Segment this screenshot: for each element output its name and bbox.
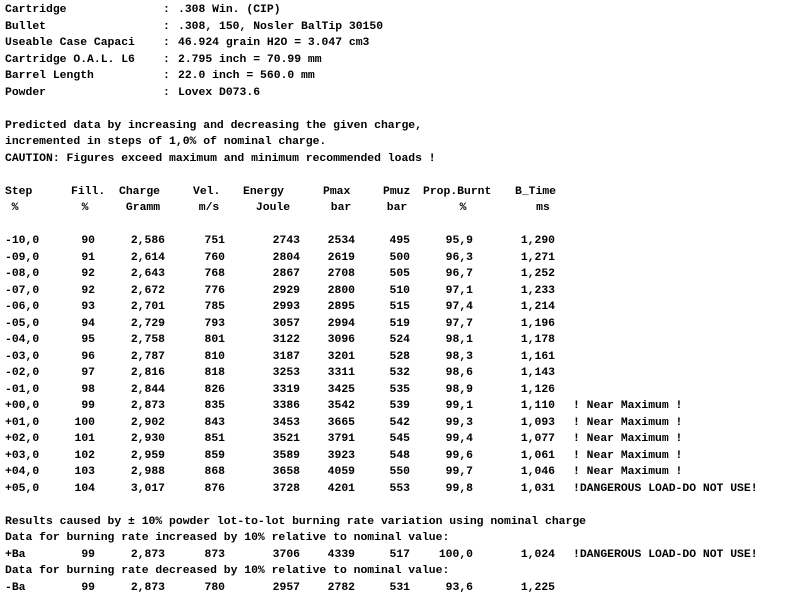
header-value: .308, 150, Nosler BalTip 30150 xyxy=(178,19,383,36)
cell-b-time: 1,271 xyxy=(521,250,555,267)
cell-note: !DANGEROUS LOAD-DO NOT USE! xyxy=(573,547,758,564)
cell-fill: 101 xyxy=(74,431,95,448)
cell-prop-burnt: 99,6 xyxy=(446,448,473,465)
cell-fill: 91 xyxy=(81,250,95,267)
cell-prop-burnt: 97,4 xyxy=(446,299,473,316)
cell-pmax: 4059 xyxy=(328,464,355,481)
cell-pmax: 3791 xyxy=(328,431,355,448)
cell-b-time: 1,161 xyxy=(521,349,555,366)
cell-charge: 2,758 xyxy=(131,332,165,349)
cell-pmuz: 535 xyxy=(389,382,410,399)
column-unit-b-time: ms xyxy=(536,200,550,217)
column-header-pmax: Pmax xyxy=(323,184,350,201)
column-unit-pmuz: bar xyxy=(387,200,408,217)
cell-pmax: 2895 xyxy=(328,299,355,316)
table-row xyxy=(5,250,797,267)
cell-b-time: 1,024 xyxy=(521,547,555,564)
table-body xyxy=(5,233,797,497)
cell-prop-burnt: 100,0 xyxy=(439,547,473,564)
cell-pmax: 3665 xyxy=(328,415,355,432)
cell-note: ! Near Maximum ! xyxy=(573,398,682,415)
cell-b-time: 1,143 xyxy=(521,365,555,382)
header-value: .308 Win. (CIP) xyxy=(178,2,281,19)
cell-step: +04,0 xyxy=(5,464,39,481)
cell-energy: 3187 xyxy=(273,349,300,366)
header-value: 2.795 inch = 70.99 mm xyxy=(178,52,322,69)
cell-energy: 2743 xyxy=(273,233,300,250)
cell-energy: 2929 xyxy=(273,283,300,300)
cell-step: +03,0 xyxy=(5,448,39,465)
table-row xyxy=(5,316,797,333)
cell-charge: 3,017 xyxy=(131,481,165,498)
cell-step: -Ba xyxy=(5,580,26,596)
cell-energy: 2957 xyxy=(273,580,300,596)
cell-pmax: 2534 xyxy=(328,233,355,250)
intro-line: incremented in steps of 1,0% of nominal charge. xyxy=(5,134,797,151)
cell-pmuz: 515 xyxy=(389,299,410,316)
cell-b-time: 1,196 xyxy=(521,316,555,333)
cell-energy: 3589 xyxy=(273,448,300,465)
cell-pmax: 2619 xyxy=(328,250,355,267)
cell-prop-burnt: 96,3 xyxy=(446,250,473,267)
cell-pmuz: 528 xyxy=(389,349,410,366)
column-header-fill: Fill. xyxy=(71,184,105,201)
cell-vel: 873 xyxy=(204,547,225,564)
decreased-label: Data for burning rate decreased by 10% relative to nominal value: xyxy=(5,563,797,580)
cell-energy: 3658 xyxy=(273,464,300,481)
cell-step: -05,0 xyxy=(5,316,39,333)
cell-step: +Ba xyxy=(5,547,26,564)
cell-charge: 2,873 xyxy=(131,547,165,564)
cell-pmax: 3923 xyxy=(328,448,355,465)
cell-charge: 2,586 xyxy=(131,233,165,250)
cell-vel: 826 xyxy=(204,382,225,399)
intro-line: Predicted data by increasing and decreasing the given charge, xyxy=(5,118,797,135)
cell-step: -08,0 xyxy=(5,266,39,283)
cell-prop-burnt: 99,4 xyxy=(446,431,473,448)
cell-prop-burnt: 98,6 xyxy=(446,365,473,382)
header-row-powder: Powder : Lovex D073.6 xyxy=(5,85,797,102)
column-header-b-time: B_Time xyxy=(515,184,556,201)
cell-b-time: 1,178 xyxy=(521,332,555,349)
cell-prop-burnt: 97,1 xyxy=(446,283,473,300)
column-names-row xyxy=(5,184,797,201)
intro-text xyxy=(5,118,797,168)
column-header-energy: Energy xyxy=(243,184,284,201)
cell-charge: 2,873 xyxy=(131,398,165,415)
cell-vel: 876 xyxy=(204,481,225,498)
cell-b-time: 1,093 xyxy=(521,415,555,432)
cell-pmuz: 550 xyxy=(389,464,410,481)
cell-vel: 793 xyxy=(204,316,225,333)
cell-pmuz: 505 xyxy=(389,266,410,283)
cell-charge: 2,930 xyxy=(131,431,165,448)
header-row-case-capacity: Useable Case Capaci : 46.924 grain H2O = 3.047 cm3 xyxy=(5,35,797,52)
cell-fill: 100 xyxy=(74,415,95,432)
table-row xyxy=(5,266,797,283)
cell-pmuz: 553 xyxy=(389,481,410,498)
column-header-step: Step xyxy=(5,184,32,201)
cell-vel: 851 xyxy=(204,431,225,448)
header-row-bullet: Bullet : .308, 150, Nosler BalTip 30150 xyxy=(5,19,797,36)
cell-prop-burnt: 99,1 xyxy=(446,398,473,415)
table-row xyxy=(5,448,797,465)
cell-pmuz: 500 xyxy=(389,250,410,267)
table-row xyxy=(5,431,797,448)
cell-fill: 98 xyxy=(81,382,95,399)
cell-pmuz: 539 xyxy=(389,398,410,415)
cell-note: !DANGEROUS LOAD-DO NOT USE! xyxy=(573,481,758,498)
cell-fill: 103 xyxy=(74,464,95,481)
cell-vel: 810 xyxy=(204,349,225,366)
cell-pmax: 4339 xyxy=(328,547,355,564)
cell-pmuz: 524 xyxy=(389,332,410,349)
column-unit-step: % xyxy=(12,200,19,217)
cell-vel: 776 xyxy=(204,283,225,300)
cell-vel: 818 xyxy=(204,365,225,382)
table-row xyxy=(5,332,797,349)
cell-b-time: 1,077 xyxy=(521,431,555,448)
cell-b-time: 1,126 xyxy=(521,382,555,399)
cell-vel: 780 xyxy=(204,580,225,596)
cell-step: +02,0 xyxy=(5,431,39,448)
cell-charge: 2,701 xyxy=(131,299,165,316)
cell-pmuz: 545 xyxy=(389,431,410,448)
cell-pmuz: 531 xyxy=(389,580,410,596)
cell-energy: 3706 xyxy=(273,547,300,564)
cell-energy: 2867 xyxy=(273,266,300,283)
cell-step: +05,0 xyxy=(5,481,39,498)
cell-pmuz: 542 xyxy=(389,415,410,432)
cell-note: ! Near Maximum ! xyxy=(573,431,682,448)
cell-pmuz: 517 xyxy=(389,547,410,564)
cell-vel: 801 xyxy=(204,332,225,349)
cell-vel: 843 xyxy=(204,415,225,432)
header-row-barrel-length: Barrel Length : 22.0 inch = 560.0 mm xyxy=(5,68,797,85)
cell-prop-burnt: 97,7 xyxy=(446,316,473,333)
cell-pmax: 3096 xyxy=(328,332,355,349)
cell-vel: 859 xyxy=(204,448,225,465)
cell-pmuz: 495 xyxy=(389,233,410,250)
column-header-charge: Charge xyxy=(119,184,160,201)
cell-b-time: 1,110 xyxy=(521,398,555,415)
cell-pmuz: 548 xyxy=(389,448,410,465)
cell-step: -03,0 xyxy=(5,349,39,366)
cell-prop-burnt: 96,7 xyxy=(446,266,473,283)
cell-b-time: 1,214 xyxy=(521,299,555,316)
cell-step: -09,0 xyxy=(5,250,39,267)
cell-pmax: 2782 xyxy=(328,580,355,596)
cell-pmax: 3542 xyxy=(328,398,355,415)
cell-pmax: 3311 xyxy=(328,365,355,382)
table-row xyxy=(5,398,797,415)
column-units-row xyxy=(5,200,797,217)
cell-prop-burnt: 99,7 xyxy=(446,464,473,481)
column-header-pmuz: Pmuz xyxy=(383,184,410,201)
column-unit-prop-burnt: % xyxy=(460,200,467,217)
header-row-cartridge: Cartridge : .308 Win. (CIP) xyxy=(5,2,797,19)
cell-b-time: 1,290 xyxy=(521,233,555,250)
cell-fill: 102 xyxy=(74,448,95,465)
table-row xyxy=(5,233,797,250)
cell-b-time: 1,046 xyxy=(521,464,555,481)
cell-fill: 97 xyxy=(81,365,95,382)
cell-vel: 868 xyxy=(204,464,225,481)
cell-fill: 99 xyxy=(81,580,95,596)
cell-fill: 96 xyxy=(81,349,95,366)
cell-fill: 99 xyxy=(81,398,95,415)
cell-energy: 2804 xyxy=(273,250,300,267)
cell-b-time: 1,061 xyxy=(521,448,555,465)
cell-b-time: 1,252 xyxy=(521,266,555,283)
table-row xyxy=(5,481,797,498)
header-key: Powder xyxy=(5,85,46,102)
cell-energy: 3521 xyxy=(273,431,300,448)
cell-note: ! Near Maximum ! xyxy=(573,415,682,432)
header-key: Barrel Length xyxy=(5,68,94,85)
burn-rate-variation xyxy=(5,514,797,596)
cell-fill: 95 xyxy=(81,332,95,349)
cell-step: -10,0 xyxy=(5,233,39,250)
cell-fill: 104 xyxy=(74,481,95,498)
cell-pmuz: 532 xyxy=(389,365,410,382)
column-unit-charge: Gramm xyxy=(126,200,160,217)
cell-vel: 785 xyxy=(204,299,225,316)
column-unit-energy: Joule xyxy=(256,200,290,217)
increased-row xyxy=(5,547,797,564)
column-header-prop-burnt: Prop.Burnt xyxy=(423,184,491,201)
cell-step: -06,0 xyxy=(5,299,39,316)
cell-prop-burnt: 98,1 xyxy=(446,332,473,349)
table-row xyxy=(5,464,797,481)
cell-charge: 2,614 xyxy=(131,250,165,267)
cell-fill: 92 xyxy=(81,283,95,300)
variation-summary: Results caused by ± 10% powder lot-to-lot burning rate variation using nominal charge xyxy=(5,514,797,531)
cell-pmax: 4201 xyxy=(328,481,355,498)
column-unit-vel: m/s xyxy=(199,200,220,217)
cell-charge: 2,873 xyxy=(131,580,165,596)
cell-vel: 751 xyxy=(204,233,225,250)
cell-pmax: 3425 xyxy=(328,382,355,399)
cell-charge: 2,844 xyxy=(131,382,165,399)
cell-vel: 835 xyxy=(204,398,225,415)
cell-note: ! Near Maximum ! xyxy=(573,464,682,481)
cell-charge: 2,902 xyxy=(131,415,165,432)
header-row-oal: Cartridge O.A.L. L6 : 2.795 inch = 70.99 mm xyxy=(5,52,797,69)
header-key: Cartridge O.A.L. L6 xyxy=(5,52,135,69)
cell-fill: 99 xyxy=(81,547,95,564)
cell-pmax: 3201 xyxy=(328,349,355,366)
cell-step: -02,0 xyxy=(5,365,39,382)
cell-vel: 768 xyxy=(204,266,225,283)
cell-pmax: 2800 xyxy=(328,283,355,300)
cell-energy: 3057 xyxy=(273,316,300,333)
cell-energy: 3319 xyxy=(273,382,300,399)
header-key: Bullet xyxy=(5,19,46,36)
cell-pmax: 2708 xyxy=(328,266,355,283)
cell-fill: 94 xyxy=(81,316,95,333)
table-row xyxy=(5,299,797,316)
cell-charge: 2,816 xyxy=(131,365,165,382)
increased-label: Data for burning rate increased by 10% relative to nominal value: xyxy=(5,530,797,547)
cell-fill: 92 xyxy=(81,266,95,283)
cell-fill: 93 xyxy=(81,299,95,316)
column-header-vel: Vel. xyxy=(193,184,220,201)
cell-prop-burnt: 93,6 xyxy=(446,580,473,596)
header-value: 46.924 grain H2O = 3.047 cm3 xyxy=(178,35,369,52)
cell-step: +00,0 xyxy=(5,398,39,415)
cell-charge: 2,988 xyxy=(131,464,165,481)
header-value: Lovex D073.6 xyxy=(178,85,260,102)
cell-pmax: 2994 xyxy=(328,316,355,333)
cell-charge: 2,787 xyxy=(131,349,165,366)
cell-step: -01,0 xyxy=(5,382,39,399)
data-table xyxy=(5,184,797,498)
cell-energy: 3386 xyxy=(273,398,300,415)
table-row xyxy=(5,349,797,366)
table-row xyxy=(5,415,797,432)
cell-step: -07,0 xyxy=(5,283,39,300)
cell-charge: 2,959 xyxy=(131,448,165,465)
cell-charge: 2,643 xyxy=(131,266,165,283)
cell-charge: 2,672 xyxy=(131,283,165,300)
header-key: Cartridge xyxy=(5,2,67,19)
decreased-row xyxy=(5,580,797,596)
cell-fill: 90 xyxy=(81,233,95,250)
load-data-report xyxy=(5,2,797,596)
cell-energy: 3122 xyxy=(273,332,300,349)
cell-prop-burnt: 99,3 xyxy=(446,415,473,432)
cell-prop-burnt: 98,3 xyxy=(446,349,473,366)
cell-prop-burnt: 99,8 xyxy=(446,481,473,498)
column-unit-fill: % xyxy=(82,200,89,217)
cell-energy: 3453 xyxy=(273,415,300,432)
cartridge-header xyxy=(5,2,797,101)
cell-charge: 2,729 xyxy=(131,316,165,333)
column-unit-pmax: bar xyxy=(331,200,352,217)
table-row xyxy=(5,283,797,300)
cell-prop-burnt: 98,9 xyxy=(446,382,473,399)
cell-vel: 760 xyxy=(204,250,225,267)
table-row xyxy=(5,382,797,399)
header-key: Useable Case Capaci xyxy=(5,35,135,52)
cell-energy: 3253 xyxy=(273,365,300,382)
cell-energy: 3728 xyxy=(273,481,300,498)
cell-prop-burnt: 95,9 xyxy=(446,233,473,250)
table-row xyxy=(5,365,797,382)
cell-energy: 2993 xyxy=(273,299,300,316)
cell-b-time: 1,031 xyxy=(521,481,555,498)
caution-line: CAUTION: Figures exceed maximum and minimum recommended loads ! xyxy=(5,151,797,168)
cell-pmuz: 510 xyxy=(389,283,410,300)
cell-pmuz: 519 xyxy=(389,316,410,333)
cell-step: +01,0 xyxy=(5,415,39,432)
header-value: 22.0 inch = 560.0 mm xyxy=(178,68,315,85)
cell-step: -04,0 xyxy=(5,332,39,349)
cell-b-time: 1,233 xyxy=(521,283,555,300)
cell-b-time: 1,225 xyxy=(521,580,555,596)
cell-note: ! Near Maximum ! xyxy=(573,448,682,465)
